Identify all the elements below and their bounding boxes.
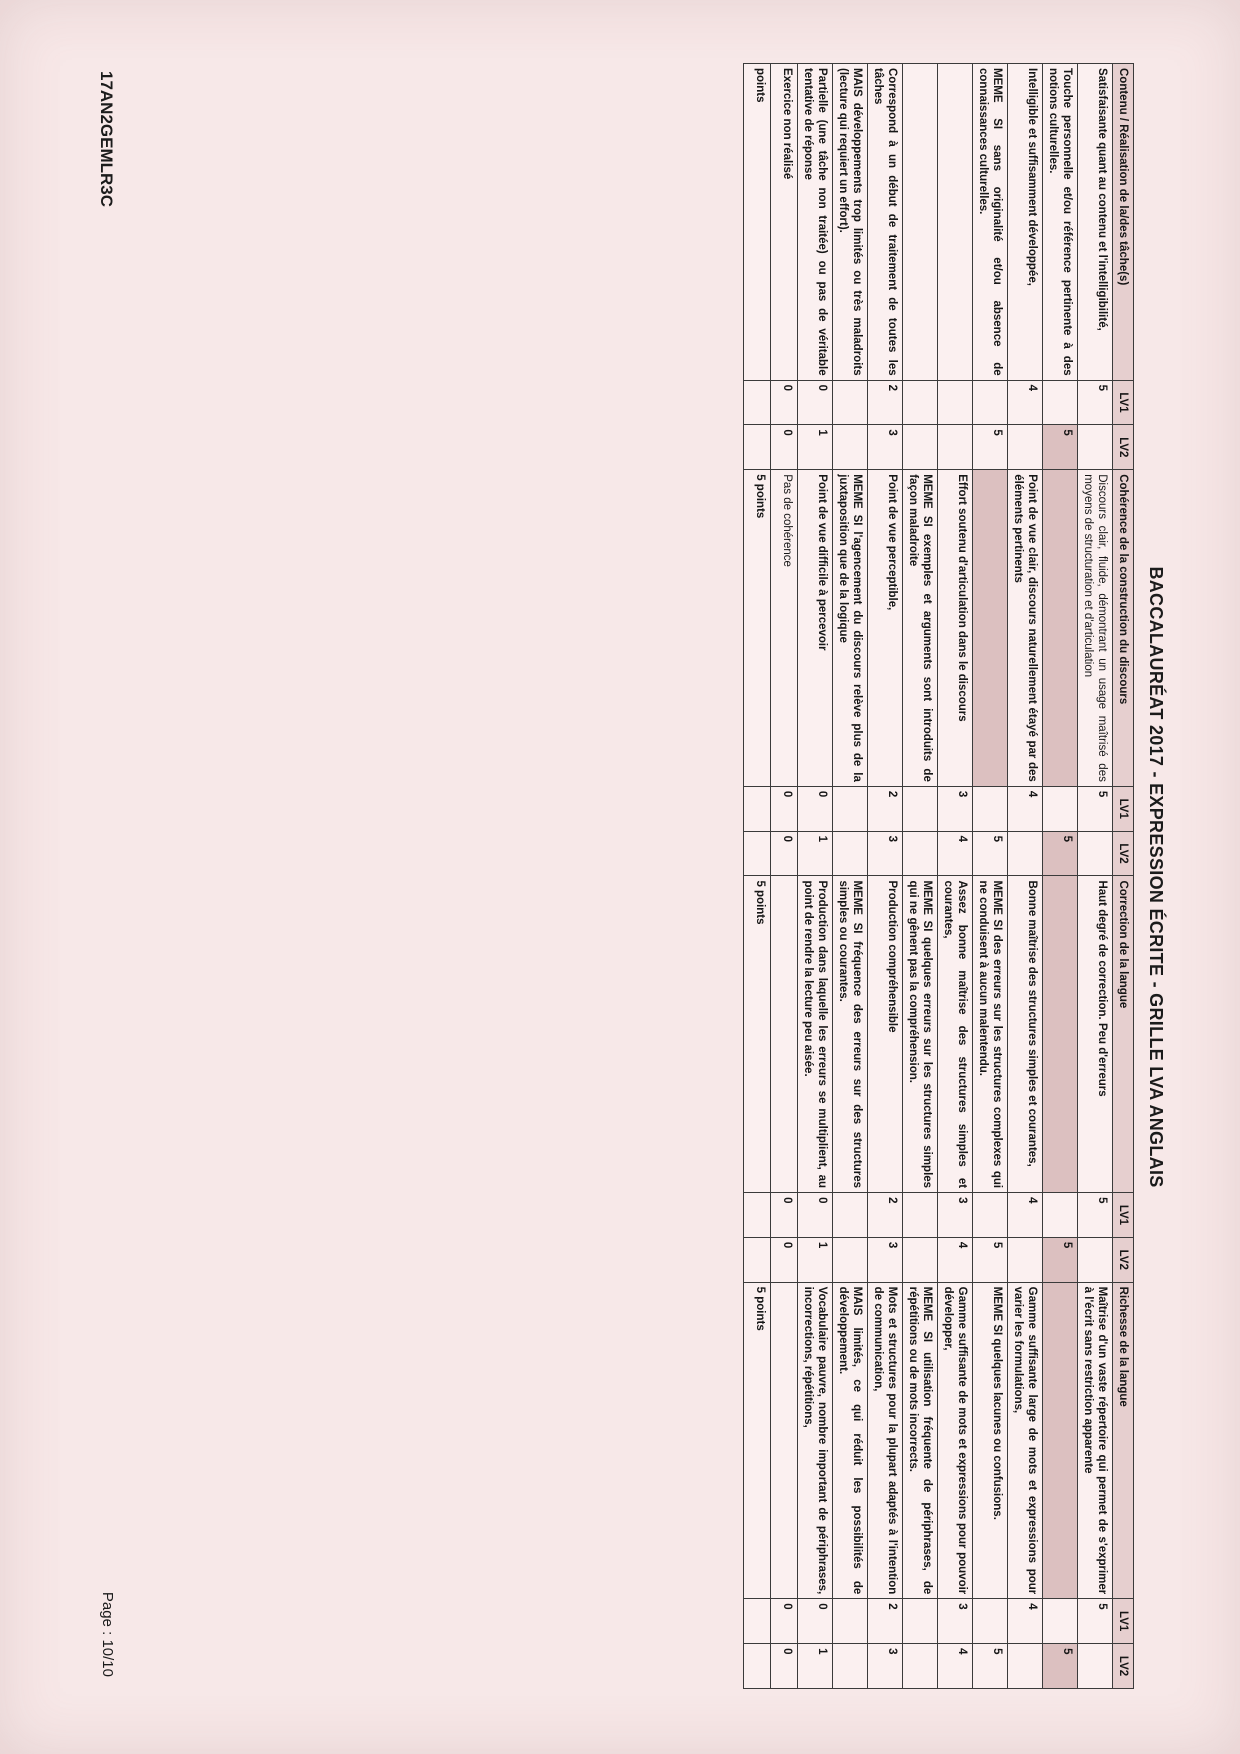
- criterion-richesse-6: Mots et structures pour la plupart adaptés à l'intention de communication,: [867, 1282, 902, 1599]
- total-contenu: points: [743, 64, 770, 381]
- score-correction-lv1-7[interactable]: [832, 1193, 867, 1238]
- score-richesse-lv1-2[interactable]: 4: [1007, 1599, 1042, 1644]
- criterion-coherence-7: MEME SI l'agencement du discours relève plus de la juxtaposition que de la logique: [832, 470, 867, 787]
- score-contenu-lv1-3[interactable]: [972, 380, 1007, 425]
- criterion-correction-1: [1042, 876, 1077, 1193]
- table-row: [902, 64, 937, 1689]
- score-correction-lv1-6[interactable]: 2: [867, 1193, 902, 1238]
- score-richesse-lv2-5[interactable]: [902, 1644, 937, 1689]
- total-correction: 5 points: [743, 876, 770, 1193]
- table-row: [972, 64, 1007, 1689]
- criterion-coherence-4: Effort soutenu d'articulation dans le discours: [937, 470, 972, 787]
- total-richesse: 5 points: [743, 1282, 770, 1599]
- table-row: [797, 64, 832, 1689]
- table-row: [1007, 64, 1042, 1689]
- total-coherence: 5 points: [743, 470, 770, 787]
- criterion-contenu-8: Partielle (une tâche non traitée) ou pas de véritable tentative de réponse: [797, 64, 832, 381]
- score-richesse-lv2-4[interactable]: 4: [937, 1644, 972, 1689]
- score-coherence-lv2-3[interactable]: 5: [972, 831, 1007, 876]
- score-correction-lv2-2[interactable]: [1007, 1237, 1042, 1282]
- criterion-coherence-3: [972, 470, 1007, 787]
- criterion-coherence-6: Point de vue perceptible,: [867, 470, 902, 787]
- score-richesse-lv1-5[interactable]: [902, 1599, 937, 1644]
- page-number: Page : 10/10: [99, 1591, 116, 1677]
- score-richesse-lv2-0[interactable]: [1077, 1644, 1112, 1689]
- score-correction-lv1-3[interactable]: [972, 1193, 1007, 1238]
- total-contenu-lv2[interactable]: [743, 425, 770, 470]
- score-contenu-lv1-9[interactable]: 0: [770, 380, 797, 425]
- score-contenu-lv1-7[interactable]: [832, 380, 867, 425]
- score-coherence-lv1-2[interactable]: 4: [1007, 786, 1042, 831]
- criterion-coherence-1: [1042, 470, 1077, 787]
- score-coherence-lv2-8[interactable]: 1: [797, 831, 832, 876]
- score-coherence-lv2-0[interactable]: [1077, 831, 1112, 876]
- table-row: [832, 64, 867, 1689]
- score-richesse-lv1-9[interactable]: 0: [770, 1599, 797, 1644]
- score-coherence-lv2-2[interactable]: [1007, 831, 1042, 876]
- col-header-correction: Correction de la langue: [1112, 876, 1133, 1193]
- score-correction-lv1-9[interactable]: 0: [770, 1193, 797, 1238]
- score-coherence-lv1-8[interactable]: 0: [797, 786, 832, 831]
- col-header-correction-lv1: LV1: [1112, 1193, 1133, 1238]
- criterion-correction-8: Production dans laquelle les erreurs se multiplient, au point de rendre la lecture peu aisée.: [797, 876, 832, 1193]
- table-row: [770, 64, 797, 1689]
- col-header-contenu: Contenu / Réalisation de la/des tâche(s): [1112, 64, 1133, 381]
- score-correction-lv1-5[interactable]: [902, 1193, 937, 1238]
- criterion-richesse-8: Vocabulaire pauvre, nombre important de périphrases, incorrections, répétitions,: [797, 1282, 832, 1599]
- grading-grid: [743, 63, 1134, 1689]
- score-coherence-lv1-4[interactable]: 3: [937, 786, 972, 831]
- totals-row: [743, 64, 770, 1689]
- col-header-coherence: Cohérence de la construction du discours: [1112, 470, 1133, 787]
- table-row: [937, 64, 972, 1689]
- total-richesse-lv1[interactable]: [743, 1599, 770, 1644]
- page-title: BACCALAURÉAT 2017 - EXPRESSION ÉCRITE - GRILLE LVA ANGLAIS: [1146, 566, 1166, 1188]
- score-coherence-lv1-6[interactable]: 2: [867, 786, 902, 831]
- criterion-contenu-1: Touche personnelle et/ou référence pertinente à des notions culturelles.: [1042, 64, 1077, 381]
- score-correction-lv1-0[interactable]: 5: [1077, 1193, 1112, 1238]
- criterion-contenu-3: MEME SI sans originalité et/ou absence de connaissances culturelles.: [972, 64, 1007, 381]
- score-correction-lv1-8[interactable]: 0: [797, 1193, 832, 1238]
- score-contenu-lv2-2[interactable]: [1007, 425, 1042, 470]
- criterion-correction-3: MEME SI des erreurs sur les structures complexes qui ne conduisent à aucun malentendu.: [972, 876, 1007, 1193]
- score-contenu-lv1-2[interactable]: 4: [1007, 380, 1042, 425]
- score-richesse-lv2-1[interactable]: 5: [1042, 1644, 1077, 1689]
- criterion-contenu-2: Intelligible et suffisamment développée,: [1007, 64, 1042, 381]
- score-richesse-lv2-9[interactable]: 0: [770, 1644, 797, 1689]
- score-contenu-lv2-4[interactable]: [937, 425, 972, 470]
- score-coherence-lv2-9[interactable]: 0: [770, 831, 797, 876]
- col-header-correction-lv2: LV2: [1112, 1237, 1133, 1282]
- col-header-contenu-lv2: LV2: [1112, 425, 1133, 470]
- criterion-contenu-9: Exercice non réalisé: [770, 64, 797, 381]
- score-contenu-lv2-6[interactable]: 3: [867, 425, 902, 470]
- total-richesse-lv2[interactable]: [743, 1644, 770, 1689]
- score-coherence-lv2-1[interactable]: 5: [1042, 831, 1077, 876]
- criterion-coherence-9: Pas de cohérence: [770, 470, 797, 787]
- exam-code: 17AN2GEMLR3C: [97, 71, 116, 208]
- score-correction-lv2-1[interactable]: 5: [1042, 1237, 1077, 1282]
- criterion-contenu-0: Satisfaisante quant au contenu et l'intelligibilité,: [1077, 64, 1112, 381]
- criterion-richesse-9: [770, 1282, 797, 1599]
- criterion-richesse-5: MEME SI utilisation fréquente de périphrases, de répétitions ou de mots incorrects.: [902, 1282, 937, 1599]
- col-header-richesse: Richesse de la langue: [1112, 1282, 1133, 1599]
- total-coherence-lv2[interactable]: [743, 831, 770, 876]
- criterion-contenu-7: MAIS développements trop limités ou très maladroits (lecture qui requiert un effort).: [832, 64, 867, 381]
- score-correction-lv2-5[interactable]: [902, 1237, 937, 1282]
- criterion-coherence-5: MEME SI exemples et arguments sont introduits de façon maladroite: [902, 470, 937, 787]
- score-correction-lv1-2[interactable]: 4: [1007, 1193, 1042, 1238]
- table-header-row: [1112, 64, 1133, 1689]
- total-correction-lv2[interactable]: [743, 1237, 770, 1282]
- score-contenu-lv1-4[interactable]: [937, 380, 972, 425]
- table-row: [1042, 64, 1077, 1689]
- criterion-contenu-5: [902, 64, 937, 381]
- criterion-contenu-6: Correspond à un début de traitement de toutes les tâches: [867, 64, 902, 381]
- criterion-coherence-8: Point de vue difficile à percevoir: [797, 470, 832, 787]
- score-correction-lv2-9[interactable]: 0: [770, 1237, 797, 1282]
- col-header-coherence-lv2: LV2: [1112, 831, 1133, 876]
- score-coherence-lv1-7[interactable]: [832, 786, 867, 831]
- score-coherence-lv2-5[interactable]: [902, 831, 937, 876]
- criterion-correction-4: Assez bonne maîtrise des structures simples et courantes,: [937, 876, 972, 1193]
- score-contenu-lv2-5[interactable]: [902, 425, 937, 470]
- score-contenu-lv1-6[interactable]: 2: [867, 380, 902, 425]
- score-richesse-lv2-3[interactable]: 5: [972, 1644, 1007, 1689]
- score-coherence-lv1-9[interactable]: 0: [770, 786, 797, 831]
- col-header-richesse-lv1: LV1: [1112, 1599, 1133, 1644]
- score-coherence-lv1-3[interactable]: [972, 786, 1007, 831]
- score-correction-lv1-4[interactable]: 3: [937, 1193, 972, 1238]
- score-contenu-lv1-1[interactable]: [1042, 380, 1077, 425]
- score-contenu-lv1-5[interactable]: [902, 380, 937, 425]
- total-coherence-lv1[interactable]: [743, 786, 770, 831]
- score-correction-lv2-3[interactable]: 5: [972, 1237, 1007, 1282]
- score-richesse-lv1-7[interactable]: [832, 1599, 867, 1644]
- criterion-coherence-2: Point de vue clair, discours naturellement étayé par des éléments pertinents: [1007, 470, 1042, 787]
- criterion-richesse-1: [1042, 1282, 1077, 1599]
- score-contenu-lv2-8[interactable]: 1: [797, 425, 832, 470]
- criterion-richesse-3: MEME SI quelques lacunes ou confusions.: [972, 1282, 1007, 1599]
- col-header-richesse-lv2: LV2: [1112, 1644, 1133, 1689]
- score-richesse-lv1-3[interactable]: [972, 1599, 1007, 1644]
- score-coherence-lv2-7[interactable]: [832, 831, 867, 876]
- score-coherence-lv2-6[interactable]: 3: [867, 831, 902, 876]
- score-contenu-lv1-0[interactable]: 5: [1077, 380, 1112, 425]
- score-contenu-lv2-0[interactable]: [1077, 425, 1112, 470]
- criterion-richesse-7: MAIS limités, ce qui réduit les possibilités de développement.: [832, 1282, 867, 1599]
- score-richesse-lv2-6[interactable]: 3: [867, 1644, 902, 1689]
- score-correction-lv2-8[interactable]: 1: [797, 1237, 832, 1282]
- score-richesse-lv1-8[interactable]: 0: [797, 1599, 832, 1644]
- criterion-contenu-4: [937, 64, 972, 381]
- score-richesse-lv2-7[interactable]: [832, 1644, 867, 1689]
- criterion-coherence-0: Discours clair, fluide, démontrant un usage maîtrisé des moyens de structuration et d'articulation: [1077, 470, 1112, 787]
- score-richesse-lv2-8[interactable]: 1: [797, 1644, 832, 1689]
- score-correction-lv2-4[interactable]: 4: [937, 1237, 972, 1282]
- score-correction-lv2-0[interactable]: [1077, 1237, 1112, 1282]
- criterion-correction-9: [770, 876, 797, 1193]
- criterion-richesse-2: Gamme suffisante large de mots et expressions pour varier les formulations,: [1007, 1282, 1042, 1599]
- criterion-richesse-0: Maîtrise d'un vaste répertoire qui permet de s'exprimer à l'écrit sans restriction apparente: [1077, 1282, 1112, 1599]
- score-coherence-lv2-4[interactable]: 4: [937, 831, 972, 876]
- score-correction-lv1-1[interactable]: [1042, 1193, 1077, 1238]
- table-row: [867, 64, 902, 1689]
- score-correction-lv2-6[interactable]: 3: [867, 1237, 902, 1282]
- score-richesse-lv2-2[interactable]: [1007, 1644, 1042, 1689]
- grading-sheet: [60, 47, 1180, 1707]
- criterion-correction-7: MEME SI fréquence des erreurs sur des structures simples ou courantes.: [832, 876, 867, 1193]
- score-contenu-lv1-8[interactable]: 0: [797, 380, 832, 425]
- criterion-correction-6: Production compréhensible: [867, 876, 902, 1193]
- score-coherence-lv1-1[interactable]: [1042, 786, 1077, 831]
- criterion-correction-2: Bonne maîtrise des structures simples et courantes,: [1007, 876, 1042, 1193]
- score-richesse-lv1-6[interactable]: 2: [867, 1599, 902, 1644]
- score-richesse-lv1-1[interactable]: [1042, 1599, 1077, 1644]
- score-correction-lv2-7[interactable]: [832, 1237, 867, 1282]
- criterion-richesse-4: Gamme suffisante de mots et expressions pour pouvoir développer,: [937, 1282, 972, 1599]
- col-header-coherence-lv1: LV1: [1112, 786, 1133, 831]
- score-richesse-lv1-4[interactable]: 3: [937, 1599, 972, 1644]
- criterion-correction-0: Haut degré de correction. Peu d'erreurs: [1077, 876, 1112, 1193]
- score-contenu-lv2-7[interactable]: [832, 425, 867, 470]
- score-contenu-lv2-1[interactable]: 5: [1042, 425, 1077, 470]
- score-contenu-lv2-9[interactable]: 0: [770, 425, 797, 470]
- col-header-contenu-lv1: LV1: [1112, 380, 1133, 425]
- score-coherence-lv1-5[interactable]: [902, 786, 937, 831]
- score-contenu-lv2-3[interactable]: 5: [972, 425, 1007, 470]
- criterion-correction-5: MEME SI quelques erreurs sur les structures simples qui ne gênent pas la compréhension.: [902, 876, 937, 1193]
- total-correction-lv1[interactable]: [743, 1193, 770, 1238]
- table-row: [1077, 64, 1112, 1689]
- score-richesse-lv1-0[interactable]: 5: [1077, 1599, 1112, 1644]
- total-contenu-lv1[interactable]: [743, 380, 770, 425]
- score-coherence-lv1-0[interactable]: 5: [1077, 786, 1112, 831]
